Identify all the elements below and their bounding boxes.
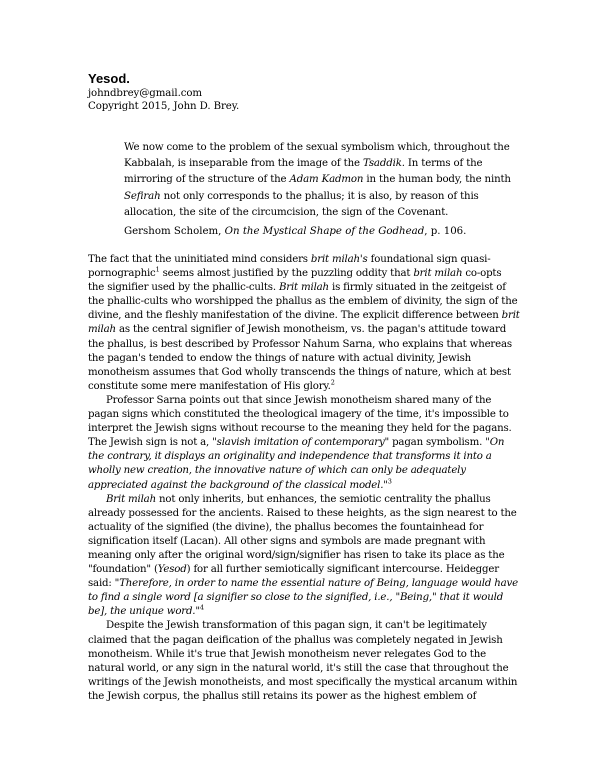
author-email: johndbrey@gmail.com (88, 88, 202, 99)
epigraph-quote: We now come to the problem of the sexual symbolism which, throughout the Kabbalah, is inseparable from the image of the Tsaddik. In terms of the mirroring of the structure of the Adam Kadmon in the human body, the ninth Sefirah not only corresponds to the phallus; it is also, by reason of this allocation, the site of the circumcision, the sign of the Covenant. (124, 142, 511, 218)
footnote-ref-1[interactable]: 1 (155, 265, 160, 274)
paragraph-3: Brit milah not only inherits, but enhances, the semiotic centrality the phallus already possessed for the ancients. Raised to these heights, as the sign nearest to the actuality of the signified (the divine), the phallus becomes the fountainhead for signification itself (Lacan). All other signs and symbols are made pregnant with meaning only after the original word/sign/signifier has risen to take its place as the "foundation" (Yesod) for all further semiotically significant intercourse. Heidegger said: "Therefore, in order to name the essential nature of Being, language would have to find a single word [a signifier so close to the signified, i.e., "Being," that it would be], the unique word."$^4$ (88, 493, 518, 618)
document-title: Yesod. (88, 71, 130, 86)
footnote-ref-4[interactable]: 4 (199, 603, 204, 612)
paragraph-2: Professor Sarna points out that since Jewish monotheism shared many of the pagan signs which constituted the theological imagery of the time, it's impossible to interpret the Jewish signs without recourse to the meaning they held for the pagans. The Jewish sign is not a, "slavish imitation of contemporary" pagan symbolism. "On the contrary, it displays an originality and independence that transforms it into a wholly new creation, the innovative nature of which can only be adequately appreciated against the background of the classical model."$^3$ (88, 394, 512, 491)
paragraph-4: Despite the Jewish transformation of this pagan sign, it can't be legitimately claimed that the pagan deification of the phallus was completely negated in Jewish monotheism. While it's true that Jewish monotheism never relegates God to the natural world, or any sign in the natural world, it's still the case that throughout the writings of the Jewish monotheists, and most specifically the mystical arcanum within the Jewish corpus, the phallus still retains its power as the highest emblem of (88, 620, 518, 702)
footnote-ref-2[interactable]: 2 (330, 378, 335, 387)
paragraph-1: The fact that the uninitiated mind considers brit milah's foundational sign quasi-pornographic$^1$ seems almost justified by the puzzling oddity that brit milah co-opts the signifier used by the phallic-cults. Brit milah is firmly situated in the zeitgeist of the phallic-cults who worshipped the phallus as the emblem of divinity, the sign of the divine, and the fleshly manifestation of the divine. The explicit difference between brit milah as the central signifier of Jewish monotheism, vs. the pagan's attitude toward the phallus, is best described by Professor Nahum Sarna, who explains that whereas the pagan's tended to endow the things of nature with actual divinity, Jewish monotheism assumes that God wholly transcends the things of nature, which at best constitute some mere manifestation of His glory.$^2$ (88, 254, 520, 392)
epigraph-attribution: Gershom Scholem, On the Mystical Shape of the Godhead, p. 106. (124, 226, 467, 237)
body-text (88, 253, 520, 704)
copyright-line: Copyright 2015, John D. Brey. (88, 101, 240, 112)
footnote-ref-3[interactable]: 3 (387, 477, 392, 486)
